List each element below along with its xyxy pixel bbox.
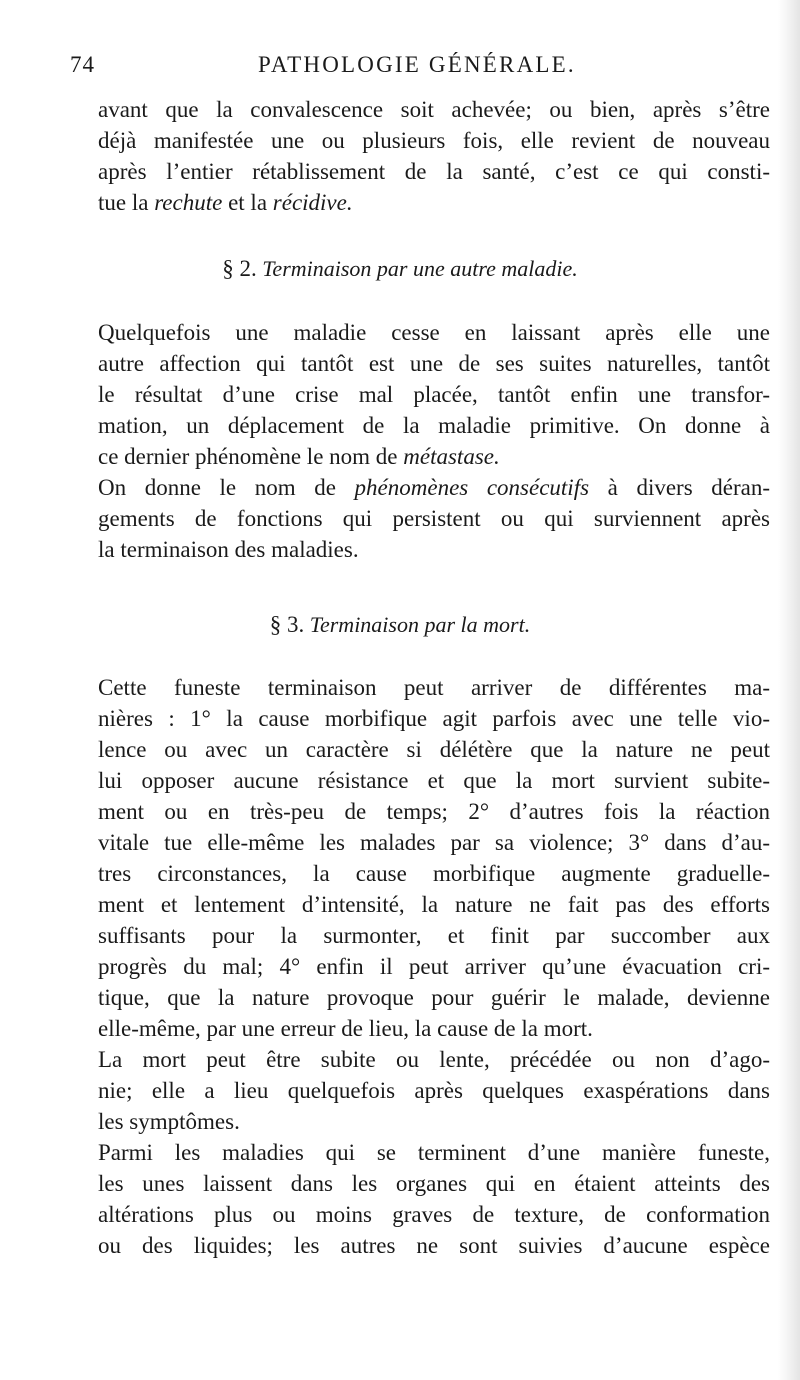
- paragraph-line: progrès du mal; 4° enfin il peut arriver qu’une évacuation cri-: [98, 954, 770, 979]
- paragraph-line: Cette funeste terminaison peut arriver de différentes ma-: [98, 675, 770, 700]
- paragraph-line: La mort peut être subite ou lente, précédée ou non d’ago-: [98, 1047, 770, 1072]
- paragraph-line: déjà manifestée une ou plusieurs fois, elle revient de nouveau: [98, 128, 770, 153]
- paragraph-line: elle-même, par une erreur de lieu, la cause de la mort.: [98, 1016, 593, 1041]
- section-title: Terminaison par la mort.: [309, 612, 531, 637]
- paragraph-line: [98, 473, 770, 504]
- section-heading-2: [0, 254, 800, 284]
- paragraph-line: les unes laissent dans les organes qui en étaient atteints des: [98, 1171, 770, 1196]
- paragraph-line: après l’entier rétablissement de la santé, c’est ce qui consti-: [98, 159, 770, 184]
- paragraph-line: suffisants pour la surmonter, et finit par succomber aux: [98, 923, 770, 948]
- paragraph-line: tres circonstances, la cause morbifique augmente graduelle-: [98, 861, 770, 886]
- paragraph-line: le résultat d’une crise mal placée, tantôt enfin une transfor-: [98, 382, 770, 407]
- paragraph-line: gements de fonctions qui persistent ou qui surviennent après: [98, 506, 770, 531]
- paragraph-line: autre affection qui tantôt est une de ses suites naturelles, tantôt: [98, 351, 770, 376]
- section-number: § 3.: [269, 612, 305, 637]
- text-run: à divers déran-: [589, 475, 771, 500]
- paragraph-line: ment ou en très-peu de temps; 2° d’autres fois la réaction: [98, 799, 770, 824]
- paragraph-line: Quelquefois une maladie cesse en laissant après elle une: [98, 320, 770, 345]
- paragraph-line: ment et lentement d’intensité, la nature ne fait pas des efforts: [98, 892, 770, 917]
- term-rechute: rechute: [154, 190, 223, 215]
- paragraph-line: Parmi les maladies qui se terminent d’une manière funeste,: [98, 1140, 770, 1165]
- text-run: tue la: [98, 190, 155, 215]
- paragraph-line: tique, que la nature provoque pour guérir le malade, devienne: [98, 985, 770, 1010]
- paragraph-line: altérations plus ou moins graves de texture, de conformation: [98, 1202, 770, 1227]
- text-run: ce dernier phénomène le nom de: [98, 444, 404, 469]
- paragraph-line: les symptômes.: [98, 1109, 240, 1134]
- paragraph-line: lui opposer aucune résistance et que la mort survient subite-: [98, 768, 770, 793]
- term-phenomenes-consecutifs: phénomènes consécutifs: [354, 475, 590, 500]
- paragraph-line: la terminaison des maladies.: [98, 537, 359, 562]
- paragraph-line: [98, 188, 770, 219]
- running-title: PATHOLOGIE GÉNÉRALE.: [258, 52, 576, 77]
- paragraph-line: ou des liquides; les autres ne sont suivies d’aucune espèce: [98, 1233, 770, 1258]
- page-edge-shadow: [778, 0, 800, 1380]
- paragraph-line: nie; elle a lieu quelquefois après quelques exaspérations dans: [98, 1078, 770, 1103]
- page-number: 74: [70, 52, 95, 77]
- page-header: [0, 52, 800, 84]
- section-heading-3: [0, 610, 800, 640]
- paragraph-line: avant que la convalescence soit achevée; ou bien, après s’être: [98, 97, 770, 122]
- paragraph-line: nières : 1° la cause morbifique agit parfois avec une telle vio-: [98, 706, 770, 731]
- paragraph-line: vitale tue elle-même les malades par sa violence; 3° dans d’au-: [98, 830, 770, 855]
- text-run: On donne le nom de: [98, 475, 355, 500]
- paragraph-line: lence ou avec un caractère si délétère que la nature ne peut: [98, 737, 770, 762]
- term-recidive: récidive.: [272, 190, 353, 215]
- term-metastase: métastase.: [403, 444, 500, 469]
- section-number: § 2.: [222, 256, 257, 281]
- section-title: Terminaison par une autre maladie.: [262, 256, 578, 281]
- paragraph-line: mation, un déplacement de la maladie primitive. On donne à: [98, 413, 770, 438]
- paragraph-line: [98, 442, 770, 473]
- text-run: et la: [222, 190, 273, 215]
